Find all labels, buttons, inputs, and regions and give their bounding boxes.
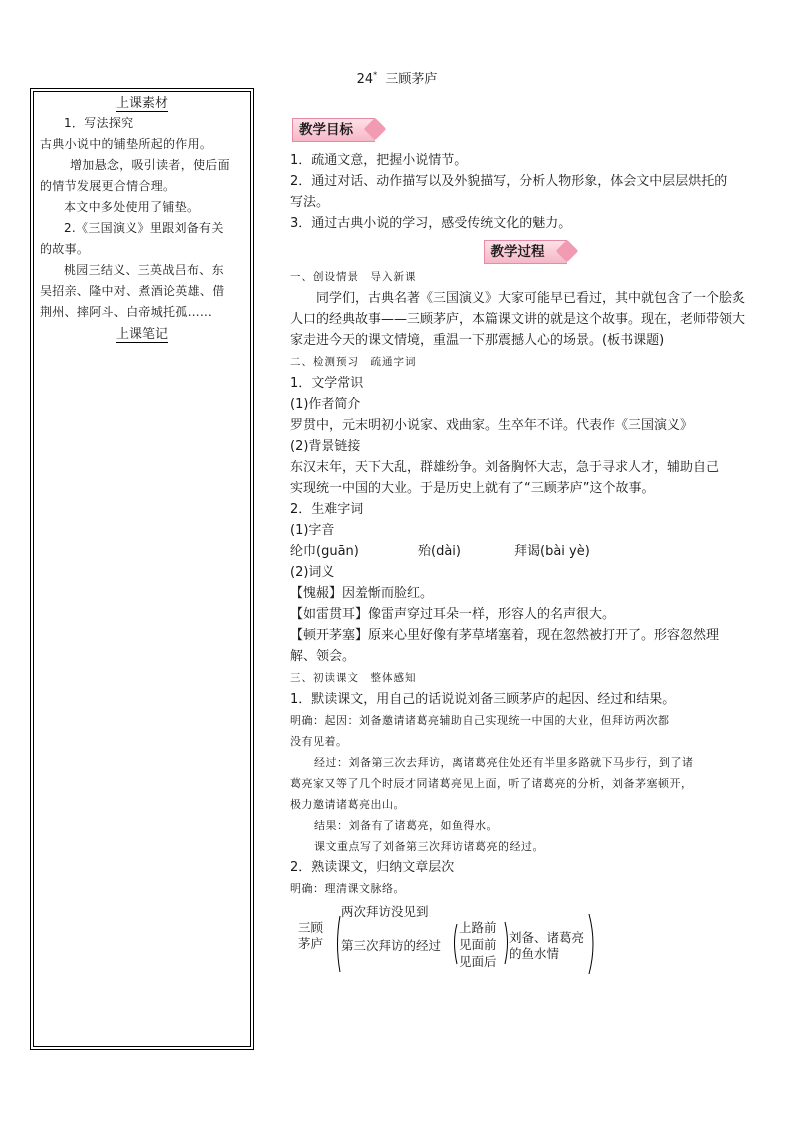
structure-diagram <box>285 904 615 984</box>
section-badge-process <box>290 240 760 264</box>
diagram-third-visit: 第三次拜访的经过 <box>341 938 442 953</box>
sidebar-line: 桃园三结义、三英战吕布、东 <box>64 263 224 277</box>
diagram-phase: 见面后 <box>459 954 497 969</box>
diagram-phase: 见面前 <box>459 937 497 952</box>
pron-item: 拜谒(bài yè) <box>514 544 590 559</box>
answer-line: 葛亮家又等了几个时辰才同诸葛亮见上面，听了诸葛亮的分析，刘备茅塞顿开， <box>290 777 693 790</box>
goal-line: 1．疏通文意，把握小说情节。 <box>290 153 468 168</box>
meaning-line: 解、领会。 <box>290 649 356 664</box>
badge-teaching-process: 教学过程 <box>484 240 567 264</box>
meaning-line: 【愧赧】因羞惭而脸红。 <box>290 586 434 601</box>
intro-line: 家走进今天的课文情境，重温一下那震撼人心的场景。(板书课题) <box>290 333 665 348</box>
intro-line: 人口的经典故事——三顾茅庐，本篇课文讲的就是这个故事。现在，老师带领大 <box>290 312 746 327</box>
sidebar-line: 的故事。 <box>40 242 90 256</box>
goal-line: 3．通过古典小说的学习，感受传统文化的魅力。 <box>290 216 572 231</box>
diagram-result-line1: 刘备、诸葛亮 <box>509 930 585 945</box>
sidebar-line: 增加悬念，吸引读者，使后面 <box>70 158 230 172</box>
page-title <box>0 68 794 87</box>
pron-item: 殆(dài) <box>418 544 461 559</box>
sidebar-heading-material: 上课素材 <box>115 96 168 111</box>
sidebar-heading-notes: 上课笔记 <box>115 327 168 342</box>
question-2: 2．熟读课文，归纳文章层次 <box>290 860 455 875</box>
meaning-line: 【如雷贯耳】像雷声穿过耳朵一样，形容人的名声很大。 <box>290 607 616 622</box>
sidebar-line: 1．写法探究 <box>64 116 134 130</box>
author-heading: (1)作者简介 <box>290 397 361 412</box>
lesson-mark: * <box>373 70 378 80</box>
pronunciation-heading: (1)字音 <box>290 523 335 538</box>
subsection-heading: 三、初读课文 整体感知 <box>290 672 417 684</box>
subsection-heading: 二、检测预习 疏通字词 <box>290 356 417 368</box>
background-heading: (2)背景链接 <box>290 439 361 454</box>
background-line: 东汉末年，天下大乱，群雄纷争。刘备胸怀大志，急于寻求人才，辅助自己 <box>290 460 720 475</box>
diagram-root-line1: 三顾 <box>298 920 324 935</box>
lesson-number: 24 <box>356 72 374 87</box>
diagram-root-line2: 茅庐 <box>298 936 324 951</box>
intro-line: 同学们，古典名著《三国演义》大家可能早已看过，其中就包含了一个脍炙 <box>316 291 746 306</box>
answer-line: 没有见着。 <box>290 735 348 748</box>
main-content <box>290 118 760 899</box>
answer-line: 明确：起因：刘备邀请诸葛亮辅助自己实现统一中国的大业，但拜访两次都 <box>290 714 670 727</box>
answer-line: 明确：理清课文脉络。 <box>290 882 405 895</box>
answer-line: 经过：刘备第三次去拜访，离诸葛亮住处还有半里多路就下马步行，到了诸 <box>314 756 694 769</box>
badge-teaching-goals: 教学目标 <box>292 118 375 142</box>
diagram-first-visits: 两次拜访没见到 <box>341 904 429 919</box>
meaning-heading: (2)词义 <box>290 565 335 580</box>
sidebar-line: 古典小说中的铺垫所起的作用。 <box>40 137 213 151</box>
subsection-heading: 一、创设情景 导入新课 <box>290 271 417 283</box>
sidebar-line: 2.《三国演义》里跟刘备有关 <box>64 221 224 235</box>
author-text: 罗贯中，元末明初小说家、戏曲家。生卒年不详。代表作《三国演义》 <box>290 418 694 433</box>
answer-line: 课文重点写了刘备第三次拜访诸葛亮的经过。 <box>314 840 544 853</box>
sidebar-inner-frame <box>33 91 251 1047</box>
section-badge-goals <box>292 118 760 142</box>
words-heading: 2．生难字词 <box>290 502 364 517</box>
goal-line: 2．通过对话、动作描写以及外貌描写，分析人物形象，体会文中层层烘托的 <box>290 174 728 189</box>
answer-line: 结果：刘备有了诸葛亮，如鱼得水。 <box>314 819 498 832</box>
sidebar-line: 本文中多处使用了铺垫。 <box>64 200 200 214</box>
pronunciation-row <box>290 541 760 562</box>
diagram-phase: 上路前 <box>459 920 497 935</box>
sidebar-line: 吴招亲、隆中对、煮酒论英雄、借 <box>40 284 225 298</box>
literature-heading: 1．文学常识 <box>290 376 364 391</box>
question-1: 1．默读课文，用自己的话说说刘备三顾茅庐的起因、经过和结果。 <box>290 692 676 707</box>
sidebar-line: 的情节发展更合情合理。 <box>40 179 176 193</box>
background-line: 实现统一中国的大业。于是历史上就有了“三顾茅庐”这个故事。 <box>290 481 655 496</box>
diagram-result-line2: 的鱼水情 <box>509 946 560 961</box>
answer-line: 极力邀请诸葛亮出山。 <box>290 798 405 811</box>
goal-line: 写法。 <box>290 195 330 210</box>
sidebar-notes <box>30 88 254 1050</box>
sidebar-line: 荆州、摔阿斗、白帝城托孤…… <box>40 305 213 319</box>
pron-item: 纶巾(guān) <box>290 544 359 559</box>
meaning-line: 【顿开茅塞】原来心里好像有茅草堵塞着，现在忽然被打开了。形容忽然理 <box>290 628 720 643</box>
lesson-title: 三顾茅庐 <box>385 72 438 87</box>
